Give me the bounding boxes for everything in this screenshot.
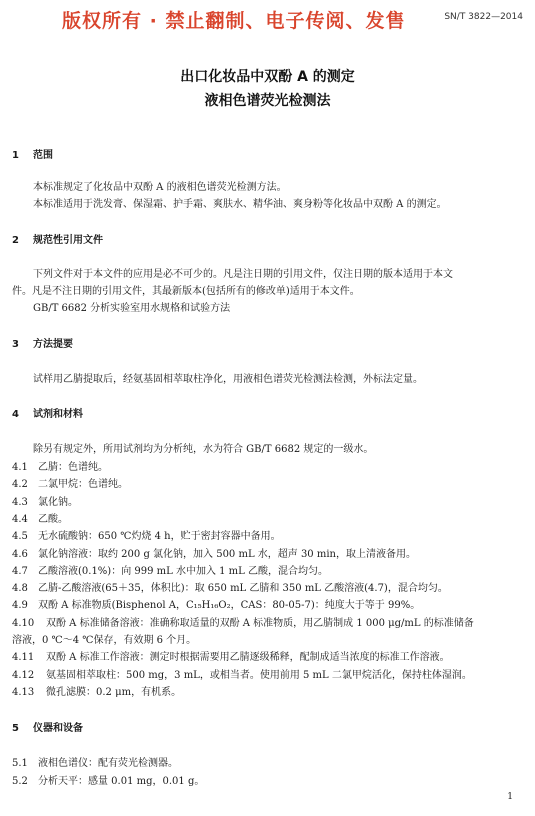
- item-text: 氨基固相萃取柱：500 mg，3 mL，或相当者。使用前用 5 mL 二氯甲烷活化，保持柱体湿润。: [46, 670, 472, 681]
- item-number: 4.11: [12, 652, 35, 663]
- paragraph: 件。凡是不注日期的引用文件，其最新版本(包括所有的修改单)适用于本文件。: [12, 286, 360, 297]
- item-number: 4.10: [12, 618, 35, 629]
- section-title: 范围: [32, 150, 53, 161]
- watermark-banner: 版权所有 · 禁止翻制、电子传阅、发售: [62, 10, 406, 32]
- item-text: 乙腈：色谱纯。: [38, 462, 108, 473]
- item-number: 4.3: [12, 496, 28, 508]
- item-text: 氯化钠溶液：取约 200 g 氯化钠，加入 500 mL 水，超声 30 min，取上清液备用。: [38, 548, 416, 560]
- item-number: 4.13: [12, 687, 35, 698]
- paragraph: 下列文件对于本文件的应用是必不可少的。凡是注日期的引用文件，仅注日期的版本适用于本文: [33, 269, 453, 280]
- section-1-heading: [12, 149, 53, 162]
- item-text: 液相色谱仪：配有荧光检测器。: [38, 758, 178, 769]
- item-number: 5.1: [12, 758, 28, 769]
- section-title: 规范性引用文件: [32, 235, 103, 246]
- paragraph: 本标准规定了化妆品中双酚 A 的液相色谱荧光检测方法。: [33, 182, 287, 193]
- item-number: 4.8: [12, 583, 28, 595]
- item-text: 乙酸。: [38, 513, 68, 525]
- item-text: 氯化钠。: [38, 496, 78, 508]
- item-text: 双酚 A 标准工作溶液：测定时根据需要用乙腈逐级稀释，配制成适当浓度的标准工作溶液。: [46, 652, 450, 663]
- section-3-heading: [12, 338, 73, 351]
- item-number: 4.1: [12, 462, 28, 473]
- item-text: 分析天平：感量 0.01 mg，0.01 g。: [38, 776, 205, 787]
- item-number: 4.2: [12, 479, 28, 491]
- item-text: 双酚 A 标准储备溶液：准确称取适量的双酚 A 标准物质，用乙腈制成 1 000 μg/mL 的标准储备: [46, 618, 474, 629]
- item-number: 4.6: [12, 548, 28, 560]
- reference-item: GB/T 6682 分析实验室用水规格和试验方法: [33, 303, 231, 314]
- section-number: 5: [12, 723, 19, 734]
- item-number: 4.5: [12, 531, 28, 543]
- paragraph: 除另有规定外，所用试剂均为分析纯，水为符合 GB/T 6682 规定的一级水。: [33, 444, 374, 455]
- document-subtitle: 液相色谱荧光检测法: [204, 93, 331, 109]
- section-number: 4: [12, 409, 19, 420]
- section-title: 试剂和材料: [32, 409, 83, 420]
- item-number: 4.9: [12, 600, 28, 612]
- paragraph: 试样用乙腈提取后，经氨基固相萃取柱净化，用液相色谱荧光检测法检测，外标法定量。: [33, 374, 423, 385]
- section-number: 3: [12, 339, 19, 350]
- page-number: 1: [507, 792, 513, 802]
- section-number: 1: [12, 150, 19, 161]
- section-title: 方法提要: [32, 339, 73, 350]
- section-number: 2: [12, 235, 19, 246]
- item-number: 5.2: [12, 776, 28, 787]
- item-text: 溶液，0 ℃～4 ℃保存，有效期 6 个月。: [12, 635, 197, 646]
- item-text: 乙腈-乙酸溶液(65＋35，体积比)：取 650 mL 乙腈和 350 mL 乙酸溶液(4.7)，混合均匀。: [38, 583, 448, 595]
- item-text: 双酚 A 标准物质(Bisphenol A，C₁₅H₁₆O₂，CAS：80-05-7)：纯度大于等于 99%。: [38, 600, 421, 612]
- item-text: 无水硫酸钠：650 ℃灼烧 4 h，贮于密封容器中备用。: [38, 531, 281, 543]
- section-2-heading: [12, 234, 103, 247]
- section-4-heading: [12, 408, 83, 421]
- section-title: 仪器和设备: [32, 723, 83, 734]
- item-text: 微孔滤膜：0.2 μm，有机系。: [46, 687, 182, 698]
- item-text: 乙酸溶液(0.1%)：向 999 mL 水中加入 1 mL 乙酸，混合均匀。: [38, 565, 328, 577]
- item-number: 4.4: [12, 513, 28, 525]
- paragraph: 本标准适用于洗发膏、保湿霜、护手霜、爽肤水、精华油、爽身粉等化妆品中双酚 A 的测定。: [33, 199, 447, 210]
- standard-number: SN/T 3822—2014: [444, 12, 523, 22]
- item-number: 4.12: [12, 670, 35, 681]
- section-5-heading: [12, 722, 83, 735]
- document-title: 出口化妆品中双酚 A 的测定: [180, 69, 355, 85]
- item-text: 二氯甲烷：色谱纯。: [38, 479, 128, 491]
- item-number: 4.7: [12, 565, 28, 577]
